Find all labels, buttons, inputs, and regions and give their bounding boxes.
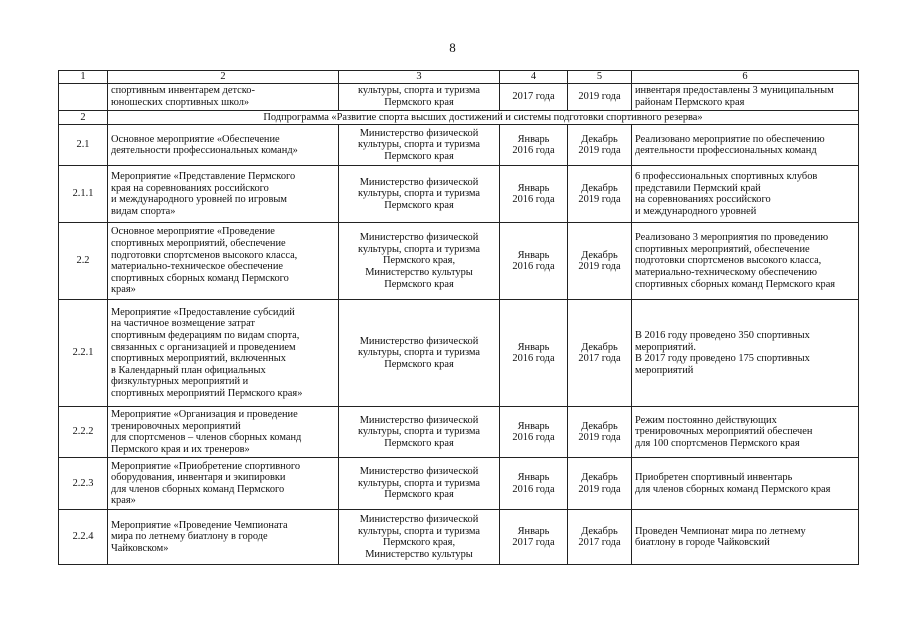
result-line: Реализовано мероприятие по обеспечению <box>635 133 825 145</box>
table-row <box>59 83 859 110</box>
result-line: биатлону в городе Чайковский <box>635 537 770 549</box>
event-name-line: в Календарный план официальных <box>111 364 266 376</box>
event-number: 2.2.4 <box>59 510 108 565</box>
result <box>632 166 859 223</box>
table-row <box>59 166 859 223</box>
result <box>632 83 859 110</box>
start-date <box>500 125 568 166</box>
event-name <box>108 300 339 407</box>
result-line: мероприятий. <box>635 341 696 353</box>
event-name-line: видам спорта» <box>111 205 176 217</box>
end-date-line: 2017 года <box>578 537 621 549</box>
result <box>632 300 859 407</box>
result-line: для 100 спортсменов Пермского края <box>635 437 800 449</box>
event-name-line: края» <box>111 284 136 296</box>
result-line: Реализовано 3 мероприятия по проведению <box>635 232 829 244</box>
result-line: 6 профессиональных спортивных клубов <box>635 171 818 182</box>
executor-line: Министерство культуры <box>365 266 473 278</box>
result-line: районам Пермского края <box>635 96 745 108</box>
start-date-line: Январь <box>517 341 550 353</box>
table-row <box>59 407 859 458</box>
executor <box>339 166 500 223</box>
start-date-line: 2016 года <box>512 145 555 157</box>
event-name-line: спортивных мероприятий, обеспечение <box>111 238 286 249</box>
start-date-line: Январь <box>517 249 550 261</box>
result <box>632 125 859 166</box>
event-name-line: физкультурных мероприятий и <box>111 376 249 388</box>
event-number: 2.1.1 <box>59 166 108 223</box>
result-line: мероприятий <box>635 364 694 376</box>
event-number: 2.2.2 <box>59 407 108 458</box>
event-name <box>108 125 339 166</box>
executor <box>339 407 500 458</box>
page-number: 8 <box>449 40 456 55</box>
end-date <box>568 83 632 110</box>
result-line: Проведен Чемпионат мира по летнему <box>635 525 806 537</box>
end-date-line: 2019 года <box>578 261 621 273</box>
start-date-line: 2016 года <box>512 261 555 273</box>
table-row <box>59 458 859 510</box>
result <box>632 458 859 510</box>
end-date <box>568 510 632 565</box>
column-number-row <box>59 71 859 84</box>
result-line: материально-техническому обеспечению <box>635 266 817 278</box>
end-date-line: Декабрь <box>581 472 618 484</box>
start-date-line: 2017 года <box>512 537 555 549</box>
column-number: 5 <box>568 71 632 84</box>
end-date-line: 2019 года <box>578 90 621 102</box>
executor <box>339 223 500 300</box>
end-date <box>568 166 632 223</box>
result-line: Приобретен спортивный инвентарь <box>635 472 793 484</box>
executor-line: Пермского края <box>384 96 454 108</box>
start-date <box>500 223 568 300</box>
start-date-line: Январь <box>517 133 550 145</box>
result-line: для членов сборных команд Пермского края <box>635 483 831 495</box>
executor <box>339 83 500 110</box>
executor <box>339 510 500 565</box>
event-name-line: Основное мероприятие «Обеспечение <box>111 133 280 145</box>
executor-line: Пермского края <box>384 150 454 162</box>
executor-line: Министерство физической <box>359 514 479 525</box>
result <box>632 407 859 458</box>
event-name-line: мира по летнему биатлону в городе <box>111 531 268 543</box>
start-date-line: 2017 года <box>512 90 555 102</box>
event-name <box>108 510 339 565</box>
executor-line: Министерство культуры <box>365 548 473 560</box>
result-line: на соревнованиях российского <box>635 194 771 206</box>
event-name-line: для членов сборных команд Пермского <box>111 483 285 495</box>
table-row <box>59 223 859 300</box>
subprogram-number: 2 <box>59 110 108 125</box>
result <box>632 510 859 565</box>
event-name-line: Чайковском» <box>111 542 169 554</box>
event-number: 2.1 <box>59 125 108 166</box>
executor-line: культуры, спорта и туризма <box>357 139 481 151</box>
start-date-line: 2016 года <box>512 194 555 206</box>
event-name <box>108 166 339 223</box>
end-date <box>568 458 632 510</box>
result-line: представили Пермский край <box>635 182 761 194</box>
result <box>632 223 859 300</box>
executor-line: Министерство физической <box>359 127 479 139</box>
event-name-line: края на соревнованиях российского <box>111 182 269 194</box>
result-line: спортивных мероприятий, обеспечение <box>635 243 810 255</box>
event-name-line: и международного уровней по игровым <box>111 194 287 206</box>
executor-line: культуры, спорта и туризма <box>357 426 481 438</box>
start-date-line: Январь <box>517 182 550 194</box>
table-body <box>59 71 859 565</box>
result-line: В 2017 году проведено 175 спортивных <box>635 353 810 365</box>
event-name-line: спортивных сборных команд Пермского <box>111 272 289 284</box>
event-name-line: подготовки спортсменов высокого класса, <box>111 249 298 261</box>
executor-line: Пермского края <box>384 489 454 501</box>
executor-line: культуры, спорта и туризма <box>357 85 481 96</box>
subprogram-title: Подпрограмма «Развитие спорта высших достижений и системы подготовки спортивного резерва» <box>108 110 859 125</box>
event-name <box>108 458 339 510</box>
event-name-line: Основное мероприятие «Проведение <box>111 226 275 238</box>
executor-line: культуры, спорта и туризма <box>357 477 481 489</box>
result-line: подготовки спортсменов высокого класса, <box>635 255 822 267</box>
end-date-line: Декабрь <box>581 133 618 145</box>
event-number: 2.2.3 <box>59 458 108 510</box>
end-date-line: 2019 года <box>578 145 621 157</box>
executor-line: Пермского края <box>384 199 454 211</box>
start-date <box>500 407 568 458</box>
executor-line: Министерство физической <box>359 335 479 347</box>
start-date-line: Январь <box>517 420 550 432</box>
result-line: деятельности профессиональных команд <box>635 145 817 157</box>
subprogram-row <box>59 110 859 125</box>
executor-line: Пермского края <box>384 437 454 449</box>
end-date-line: Декабрь <box>581 341 618 353</box>
column-number: 3 <box>339 71 500 84</box>
event-name-line: Мероприятие «Проведение Чемпионата <box>111 519 288 531</box>
executor-line: Пермского края <box>384 358 454 370</box>
executor-line: культуры, спорта и туризма <box>357 347 481 359</box>
event-name-line: Мероприятие «Предоставление субсидий <box>111 306 295 318</box>
event-name-line: оборудования, инвентаря и экипировки <box>111 472 286 484</box>
event-name-line: Мероприятие «Организация и проведение <box>111 409 298 420</box>
column-number: 2 <box>108 71 339 84</box>
start-date-line: 2016 года <box>512 353 555 365</box>
result-line: инвентаря предоставлены 3 муниципальным <box>635 85 834 96</box>
event-name-line: Пермского края и их тренеров» <box>111 443 250 455</box>
start-date-line: 2016 года <box>512 483 555 495</box>
event-name <box>108 223 339 300</box>
column-number: 1 <box>59 71 108 84</box>
executor-line: культуры, спорта и туризма <box>357 243 481 255</box>
end-date-line: 2019 года <box>578 483 621 495</box>
result-line: и международного уровней <box>635 205 757 217</box>
start-date <box>500 458 568 510</box>
end-date <box>568 223 632 300</box>
event-name-line: тренировочных мероприятий <box>111 420 241 432</box>
event-name-line: спортивных мероприятий Пермского края» <box>111 387 303 399</box>
result-line: спортивных сборных команд Пермского края <box>635 278 836 290</box>
event-name-line: для спортсменов – членов сборных команд <box>111 432 302 444</box>
event-number <box>59 83 108 110</box>
event-name-line: спортивным федерациям по видам спорта, <box>111 330 300 341</box>
table-row <box>59 300 859 407</box>
event-name <box>108 83 339 110</box>
event-number: 2.2 <box>59 223 108 300</box>
executor-line: культуры, спорта и туризма <box>357 525 481 537</box>
event-name-line: связанных с организацией и проведением <box>111 341 296 353</box>
program-events-table <box>58 70 859 565</box>
start-date-line: Январь <box>517 525 550 537</box>
executor <box>339 125 500 166</box>
executor-line: Пермского края, <box>382 255 456 267</box>
event-name-line: деятельности профессиональных команд» <box>111 145 298 157</box>
executor-line: культуры, спорта и туризма <box>357 188 481 200</box>
result-line: В 2016 году проведено 350 спортивных <box>635 330 810 341</box>
executor-line: Министерство физической <box>359 176 479 188</box>
event-name-line: материально-техническое обеспечение <box>111 261 284 273</box>
event-name <box>108 407 339 458</box>
end-date-line: Декабрь <box>581 420 618 432</box>
end-date-line: 2019 года <box>578 432 621 444</box>
event-name-line: Мероприятие «Представление Пермского <box>111 171 296 182</box>
result-line: тренировочных мероприятий обеспечен <box>635 426 813 438</box>
end-date <box>568 300 632 407</box>
column-number: 4 <box>500 71 568 84</box>
event-name-line: спортивным инвентарем детско- <box>111 85 255 96</box>
start-date <box>500 510 568 565</box>
executor <box>339 300 500 407</box>
event-name-line: на частичное возмещение затрат <box>111 318 255 330</box>
executor-line: Министерство физической <box>359 414 479 426</box>
event-name-line: Мероприятие «Приобретение спортивного <box>111 460 301 472</box>
executor-line: Министерство физической <box>359 466 479 478</box>
start-date-line: Январь <box>517 472 550 484</box>
end-date-line: Декабрь <box>581 525 618 537</box>
end-date-line: Декабрь <box>581 182 618 194</box>
start-date <box>500 166 568 223</box>
event-name-line: юношеских спортивных школ» <box>111 96 250 108</box>
end-date-line: Декабрь <box>581 249 618 261</box>
end-date-line: 2017 года <box>578 353 621 365</box>
end-date-line: 2019 года <box>578 194 621 206</box>
executor-line: Министерство физической <box>359 232 479 244</box>
start-date <box>500 83 568 110</box>
table-row <box>59 125 859 166</box>
end-date <box>568 407 632 458</box>
executor-line: Пермского края <box>384 278 454 290</box>
result-line: Режим постоянно действующих <box>635 414 777 426</box>
end-date <box>568 125 632 166</box>
executor <box>339 458 500 510</box>
event-name-line: края» <box>111 495 136 507</box>
event-number: 2.2.1 <box>59 300 108 407</box>
start-date <box>500 300 568 407</box>
column-number: 6 <box>632 71 859 84</box>
event-name-line: спортивных мероприятий, включенных <box>111 353 286 365</box>
table-row <box>59 510 859 565</box>
executor-line: Пермского края, <box>382 537 456 549</box>
start-date-line: 2016 года <box>512 432 555 444</box>
